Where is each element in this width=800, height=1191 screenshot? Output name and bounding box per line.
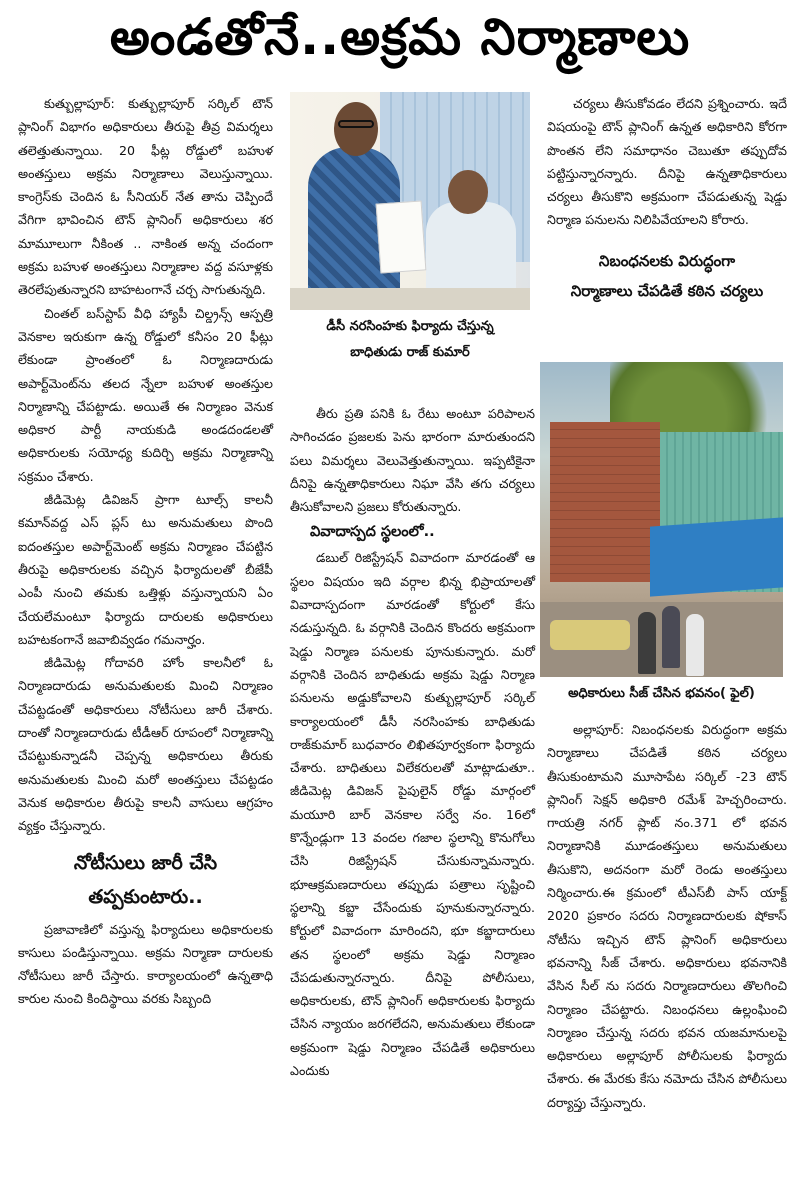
- caption-line: బాధితుడు రాజ్ కుమార్: [350, 345, 470, 360]
- person-head: [448, 170, 488, 214]
- glasses-icon: [338, 120, 374, 128]
- person-head: [334, 102, 378, 156]
- subhead-line: తప్పకుంటారు..: [88, 885, 203, 908]
- article-paragraph: చర్యలు తీసుకోవడం లేదని ప్రశ్నించారు. ఇదే విషయంపై టౌన్ ప్లానింగ్ ఉన్నత అధికారిని కోరగా పొంతన లేని సమాధానం చెబుతూ తప్పుదోవ పట్టిస్తున్నారన్నారు. దీనిపై ఉన్నతాధికారులు చర్యలు తీసుకొని అక్రమంగా చేపడుతున్న షెడ్డు నిర్మాణ పనులను నిలిపివేయాలని కోరారు.: [547, 96, 787, 228]
- section-subhead-strict-action: [547, 246, 787, 306]
- fruit-cart: [550, 620, 630, 650]
- article-column-2: [290, 402, 535, 1082]
- seized-building-photo: [540, 362, 783, 677]
- article-paragraph: జీడిమెట్ల గోదావరి హోం కాలనీలో ఓ నిర్మాణదారుడు అనుమతులకు మించి నిర్మాణం చేపట్టడంతో అధికారులు నోటీసులు జారీ చేశారు. దాంతో నిర్మాణదారుడు టీడీఆర్ రూపంలో నిర్మాణాన్ని చేపట్టుకున్నాడనీ చెప్పన్న అధికారులు తీరుకు అనుమతులకు మించి మరో అంతస్తులు చేపట్టడం వెనుక అధికారుల తీరుపై కాలనీ వాసులు ఆగ్రహం వ్యక్తం చేస్తున్నారు.: [18, 655, 273, 834]
- desk: [290, 288, 530, 310]
- article-paragraph: చింతల్ బస్‌స్టాప్ వీధి హ్యాపీ చిల్డ్రన్స్ ఆస్పత్రి వెనకాల ఇరుకుగా ఉన్న రోడ్డులో కనీసం 20 ఫీట్లు లేకుండా ప్రాంతంలో ఓ నిర్మాణదారుడు అపార్ట్‌మెంట్‌ను తలద న్నేలా బహుళ అంతస్తుల నిర్మాణాన్ని చేపట్టాడు. అయితే ఈ నిర్మాణం వెనుక అధికార పార్టీ నాయకుడి అండదండలతో అధికారులకు సయోధ్య కుదిర్చి అక్రమ నిర్మాణాన్ని సక్రమం చేశారు.: [18, 305, 273, 484]
- page-headline: అండతోనే..అక్రమ నిర్మాణాలు: [109, 7, 691, 66]
- caption-line: డీసీ నరసింహకు ఫిర్యాదు చేస్తున్న: [326, 319, 494, 334]
- complaint-letter: [376, 200, 427, 273]
- subhead-line: నోటీసులు జారీ చేసి: [73, 851, 218, 874]
- person-figure: [638, 612, 656, 674]
- article-column-3-lower: [547, 718, 787, 1114]
- section-subhead-notices: [18, 846, 273, 914]
- photo-caption-2: అధికారులు సీజ్ చేసిన భవనం( ఫైల్): [568, 686, 755, 701]
- article-paragraph: ప్రజావాణిలో వస్తున్న ఫిర్యాదులు అధికారులకు కాసులు పండిస్తున్నాయి. అక్రమ నిర్మాణా దారులకు నోటీసులు జారీ చేస్తారు. కార్యాలయంలో ఉన్నతాధి కారుల నుంచి కిందిస్థాయి వరకు సిబ్బంది: [18, 921, 273, 1007]
- article-paragraph: కుత్బుల్లాపూర్: కుత్బుల్లాపూర్ సర్కిల్ టౌన్ ప్లానింగ్ విభాగం అధికారులు తీరుపై తీవ్ర విమర్శలు తలెత్తుతున్నాయి. 20 ఫీట్ల రోడ్డులో బహుళ అంతస్తులు అక్రమ నిర్మాణాలు వెలుస్తున్నాయి. కాంగ్రెస్‌కు చెందిన ఓ సీనియర్ నేత తాను చెప్పిందే వేగిగా భావించిన టౌన్ ప్లానింగ్ అధికారులు శర మామూలుగా నీకింత .. నాకింత అన్న చందంగా అక్రమ బహుళ అంతస్తులు నిర్మాణాల వద్ద వసూళ్లకు తెరలేపుతున్నారని బాహటంగానే చర్చ సాగుతున్నది.: [18, 96, 273, 298]
- section-subhead-disputed-site: వివాదాస్పద స్థలంలో..: [310, 524, 435, 541]
- blue-tarp: [650, 517, 783, 596]
- article-paragraph: డబుల్ రిజిస్ట్రేషన్ వివాదంగా మారడంతో ఆ స్థలం విషయం ఇది వర్గాల భిన్న భిప్రాయాలతో వివాదాస్పదంగా మారడంతో కోర్టులో కేసు నడుస్తున్నది. ఓ వర్గానికి చెందిన కొందరు అక్రమంగా షెడ్డు నిర్మాణ పనులకు పూనుకున్నారు. మరో వర్గానికి చెందిన బాధితుడు అక్రమ షెడ్డు నిర్మాణ పనులను అడ్డుకోవాలని కుత్బుల్లాపూర్ సర్కిల్ కార్యాలయంలో డీసీ నరసింహకు బాధితుడు రాజ్‌కుమార్ బుధవారం లిఖితపూర్వకంగా ఫిర్యాదు చేశారు. బాధితులు విలేకరులతో మాట్లాడుతూ.. జీడిమెట్ల డివిజన్ పైపులైన్ రోడ్డు మార్గంలో మయూరి బార్ వెనకాల సర్వే నం. 16లో కొన్నేండ్లుగా 13 వందల గజాల స్థలాన్ని కొనుగోలు చేసి రిజిస్ట్రేషన్ చేసుకున్నామన్నారు. భూఆక్రమణదారులు తప్పుడు పత్రాలు సృష్టించి స్థలాన్ని కబ్జా చేసేందుకు పూనుకున్నారన్నారు. కోర్టులో వివాదంగా మారిందని, భూ కబ్జాదారులు తన స్థలంలో అక్రమ షెడ్డు నిర్మాణం చేపడుతున్నారన్నారు. దీనిపై పోలీసులు, అధికారులకు, టౌన్ ప్లానింగ్ అధికారులకు ఫిర్యాదు చేసిన న్యాయం జరగలేదని, అనుమతులు లేకుండా అక్రమంగా షెడ్డు నిర్మాణం చేపడితే అధికారులు ఎందుకు: [290, 550, 535, 1079]
- subhead-line: నిబంధనలకు విరుద్ధంగా: [598, 251, 736, 270]
- person-figure: [662, 606, 680, 668]
- subhead-line: నిర్మాణాలు చేపడితే కఠిన చర్యలు: [570, 281, 764, 300]
- article-paragraph: అల్లాపూర్: నిబంధనలకు విరుద్ధంగా అక్రమ నిర్మాణాలు చేపడితే కఠిన చర్యలు తీసుకుంటామని మూసాపేట సర్కిల్ -23 టౌన్ ప్లానింగ్ సెక్షన్ అధికారి రమేశ్ హెచ్చరించారు. గాయత్రి నగర్ ప్లాట్ నం.371 లో భవన నిర్మాణానికి మూడంతస్తులు అనుమతులు తీసుకొని, అదనంగా మరో రెండు అంతస్తులు నిర్మించారు.ఈ క్రమంలో టీఎస్‌బీ పాస్ యాక్ట్ 2020 ప్రకారం సదరు నిర్మాణదారులకు షోకాస్ నోటీసు ఇచ్చిన టౌన్ ప్లానింగ్ అధికారులు భవనాన్ని సీజ్ చేశారు. అధికారులు భవనానికి వేసిన సీల్ ను సదరు నిర్మాణదారులు తొలగించి నిర్మాణం చేపట్టారు. నిబంధనలు ఉల్లంఘించి నిర్మాణం చేస్తున్న సదరు భవన యజమానులపై అధికారులు అల్లాపూర్ పోలీసులకు ఫిర్యాదు చేశారు. ఈ మేరకు కేసు నమోదు చేసిన పోలీసులు దర్యాప్తు చేస్తున్నారు.: [547, 722, 787, 1110]
- photo-caption-1: [290, 314, 530, 366]
- person-figure: [686, 614, 704, 676]
- complaint-photo: [290, 92, 530, 310]
- article-column-1: [18, 92, 273, 1011]
- article-paragraph: జీడిమెట్ల డివిజన్ ప్రాగా టూల్స్ కాలనీ కమాన్‌వద్ద ఎస్ ప్లస్ టు అనుమతులు పొంది ఐదంతస్తుల అపార్ట్‌మెంట్ అక్రమ నిర్మాణం చేపట్టిన తీరుపై అధికారులకు వచ్చిన ఫిర్యాదులతో బీజేపీ ఎంపీ నుంచి తమకు ఒత్తిళ్లు వస్తున్నాయని ఏం చేయలేమంటూ ఫిర్యాదు దారులకు అధికారులు బహటకంగానే జవాబివ్వడం గమనార్హం.: [18, 492, 273, 647]
- article-paragraph: తీరు ప్రతి పనికి ఓ రేటు అంటూ పరిపాలన సాగించడం ప్రజలకు పెను భారంగా మారుతుందని పలు విమర్శలు వెలువెత్తుతున్నాయి. ఇప్పటికైనా దీనిపై ఉన్నతాధికారులు నిఘా వేసి తగు చర్యలు తీసుకోవాలని ప్రజలు కోరుతున్నారు.: [290, 406, 535, 515]
- article-column-3: [547, 92, 787, 310]
- brick-building: [550, 422, 660, 582]
